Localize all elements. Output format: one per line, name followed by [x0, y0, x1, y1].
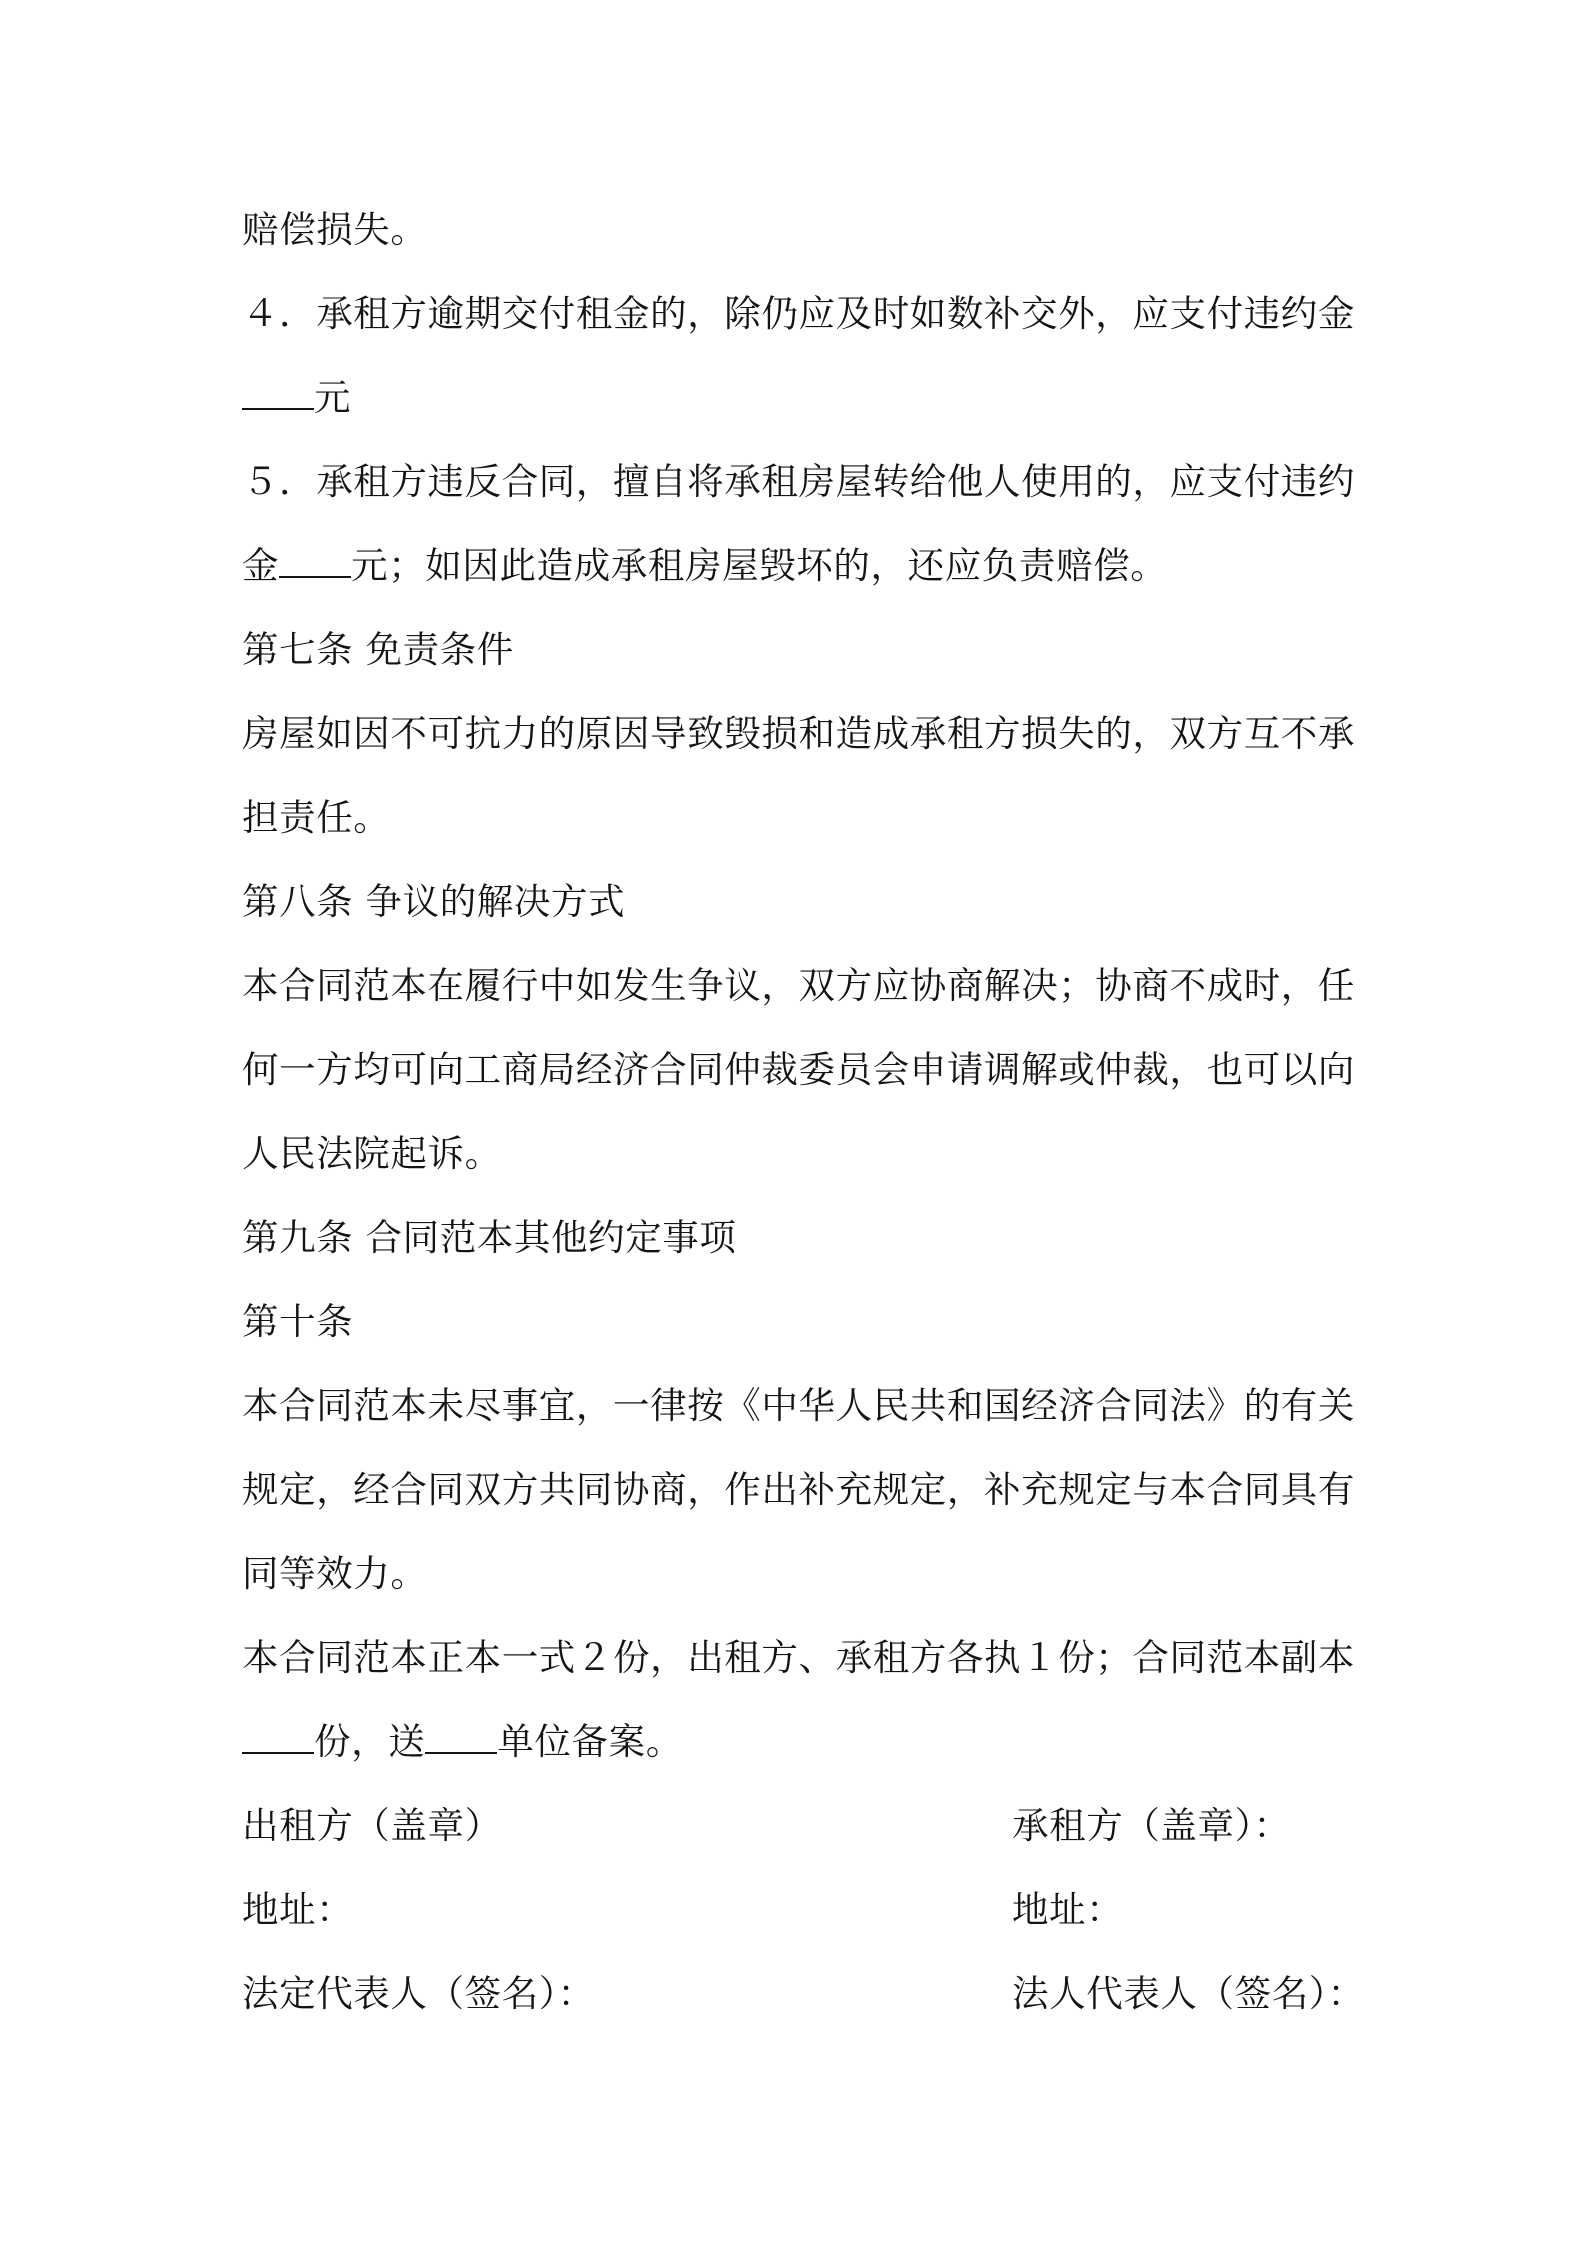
article-9-heading: 第九条 合同范本其他约定事项	[242, 1216, 737, 1259]
lessee-seal-label: 承租方（盖章）：	[1012, 1804, 1291, 1847]
article-8-line-3: 人民法院起诉。	[242, 1132, 502, 1175]
copies-line-2	[242, 1700, 1358, 1784]
blank-field	[242, 378, 314, 410]
copies-line-1: 本合同范本正本一式２份，出租方、承租方各执１份；合同范本副本	[242, 1636, 1355, 1679]
clause-4-line-1: ４．承租方逾期交付租金的，除仍应及时如数补交外，应支付违约金	[242, 292, 1355, 335]
lessor-seal-label: 出租方（盖章）	[242, 1804, 502, 1847]
lessor-address-label: 地址：	[242, 1888, 354, 1931]
signature-row-seal	[242, 1784, 1358, 1868]
article-10-heading: 第十条	[242, 1300, 354, 1343]
contract-page	[242, 188, 1365, 2036]
copies-mid: 份，送	[314, 1720, 426, 1763]
lessee-address-label: 地址：	[1012, 1888, 1124, 1931]
article-8-heading: 第八条 争议的解决方式	[242, 880, 626, 923]
lessor-representative-label: 法定代表人（签名）：	[242, 1972, 595, 2015]
article-7-line-2: 担责任。	[242, 796, 391, 839]
clause-5-suffix: 元；如因此造成承租房屋毁坏的，还应负责赔偿。	[351, 544, 1168, 587]
article-8-line-1: 本合同范本在履行中如发生争议，双方应协商解决；协商不成时，任	[242, 964, 1355, 1007]
body-line-1: 赔偿损失。	[242, 208, 428, 251]
article-7-line-1: 房屋如因不可抗力的原因导致毁损和造成承租方损失的，双方互不承	[242, 712, 1355, 755]
clause-4-suffix: 元	[314, 376, 352, 419]
blank-field	[425, 1722, 497, 1754]
blank-field	[242, 1722, 314, 1754]
clause-5-line-2	[242, 524, 1358, 608]
signature-row-representative	[242, 1952, 1365, 2036]
article-8-line-2: 何一方均可向工商局经济合同仲裁委员会申请调解或仲裁，也可以向	[242, 1048, 1355, 1091]
copies-suffix: 单位备案。	[497, 1720, 683, 1763]
blank-field	[279, 546, 351, 578]
clause-5-prefix: 金	[242, 544, 280, 587]
article-7-heading: 第七条 免责条件	[242, 628, 514, 671]
article-10-line-3: 同等效力。	[242, 1552, 428, 1595]
clause-5-line-1: ５．承租方违反合同，擅自将承租房屋转给他人使用的，应支付违约	[242, 460, 1355, 503]
lessee-representative-label: 法人代表人（签名）：	[1012, 1972, 1365, 2015]
article-10-line-2: 规定，经合同双方共同协商，作出补充规定，补充规定与本合同具有	[242, 1468, 1355, 1511]
signature-row-address	[242, 1868, 1358, 1952]
article-10-line-1: 本合同范本未尽事宜，一律按《中华人民共和国经济合同法》的有关	[242, 1384, 1355, 1427]
clause-4-line-2	[242, 356, 1358, 440]
